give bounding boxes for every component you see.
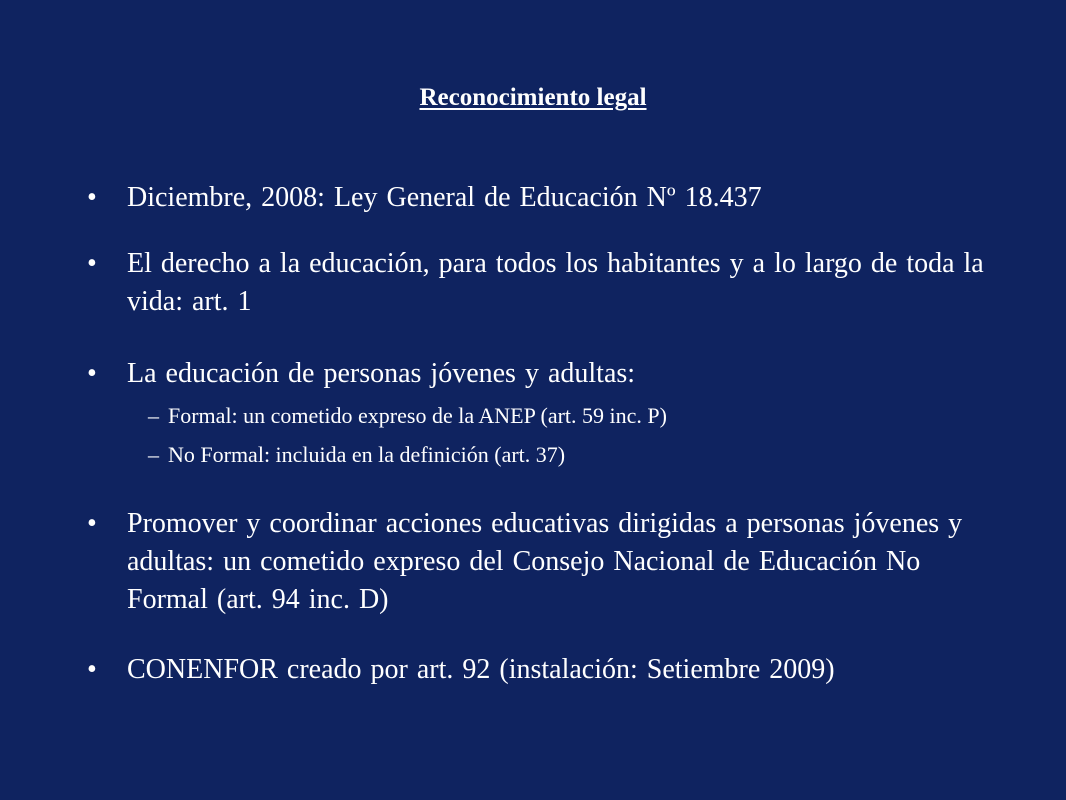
bullet-item — [87, 179, 987, 217]
bullet-item — [87, 651, 987, 689]
bullet-icon: • — [87, 358, 97, 389]
bullet-icon: • — [87, 654, 97, 685]
dash-icon: – — [148, 442, 159, 467]
bullet-item — [87, 505, 987, 619]
bullet-icon: • — [87, 182, 97, 213]
slide-title: Reconocimiento legal — [419, 84, 647, 111]
sub-item — [148, 440, 988, 470]
bullet-text: La educación de personas jóvenes y adultas: — [127, 358, 636, 389]
sub-item-text: Formal: un cometido expreso de la ANEP (art. 59 inc. P) — [168, 403, 667, 428]
bullet-text: El derecho a la educación, para todos los habitantes y a lo largo de toda la vida: art. 1 — [127, 248, 984, 317]
bullet-item — [87, 355, 987, 393]
bullet-text: CONENFOR creado por art. 92 (instalación: Setiembre 2009) — [127, 654, 835, 685]
sub-item — [148, 401, 988, 431]
bullet-icon: • — [87, 508, 97, 539]
bullet-text: Diciembre, 2008: Ley General de Educación Nº 18.437 — [127, 182, 762, 213]
bullet-icon: • — [87, 248, 97, 279]
bullet-item — [87, 245, 987, 321]
bullet-text: Promover y coordinar acciones educativas dirigidas a personas jóvenes y adultas: un cometido expreso del Consejo Nacional de Educación No Formal (art. 94 inc. D) — [127, 508, 963, 615]
dash-icon: – — [148, 403, 159, 428]
sub-item-text: No Formal: incluida en la definición (art. 37) — [168, 442, 566, 467]
